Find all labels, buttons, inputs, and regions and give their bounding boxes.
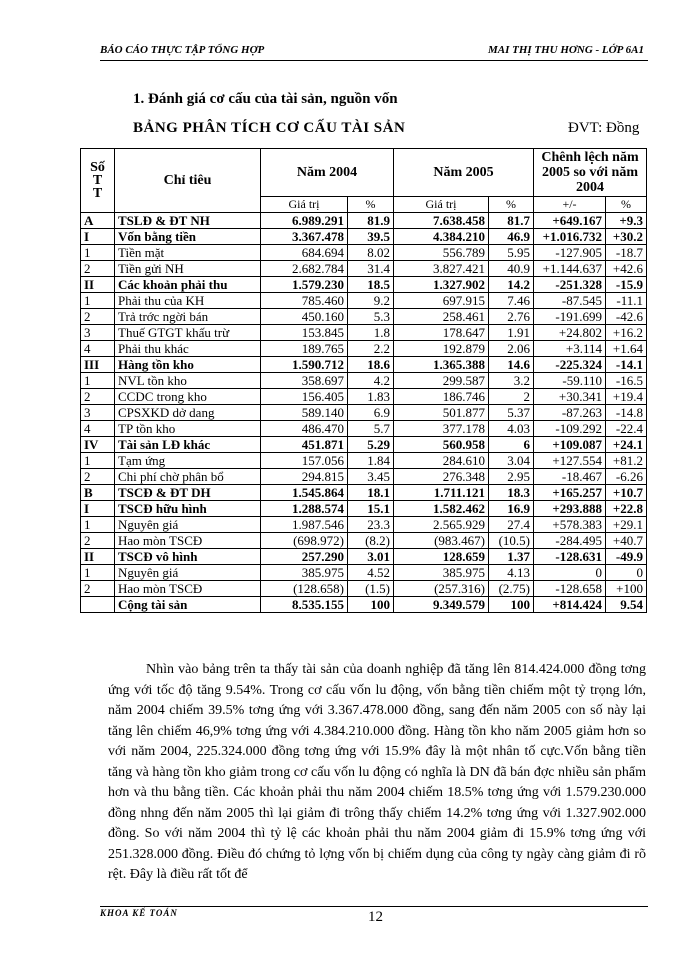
cell-dp: +30.2 [606, 229, 647, 245]
table-row [81, 517, 647, 533]
cell-stt: II [81, 549, 115, 565]
cell-p05: 16.9 [489, 501, 534, 517]
cell-item: CPSXKD dở dang [115, 405, 261, 421]
cell-p04: 5.3 [348, 309, 394, 325]
cell-d: -191.699 [534, 309, 606, 325]
cell-item: Hàng tồn kho [115, 357, 261, 373]
cell-v04: 450.160 [261, 309, 348, 325]
cell-v05: 1.365.388 [394, 357, 489, 373]
cell-dp: -49.9 [606, 549, 647, 565]
cell-v04: 294.815 [261, 469, 348, 485]
subheader-pct-2004: % [348, 197, 394, 213]
cell-dp: +1.64 [606, 341, 647, 357]
cell-v04: 1.545.864 [261, 485, 348, 501]
cell-v04: 6.989.291 [261, 213, 348, 229]
cell-item: Thuế GTGT khấu trừ [115, 325, 261, 341]
cell-v05: 258.461 [394, 309, 489, 325]
cell-v05: 2.565.929 [394, 517, 489, 533]
page-header [100, 44, 648, 61]
cell-p05: 4.13 [489, 565, 534, 581]
cell-dp: +22.8 [606, 501, 647, 517]
cell-d: +127.554 [534, 453, 606, 469]
cell-stt: 1 [81, 373, 115, 389]
table-row [81, 421, 647, 437]
cell-v04: 8.535.155 [261, 597, 348, 613]
cell-item: Trả trớc ngời bán [115, 309, 261, 325]
cell-d: +1.016.732 [534, 229, 606, 245]
cell-item: TP tồn kho [115, 421, 261, 437]
table-row [81, 437, 647, 453]
cell-p05: 2.06 [489, 341, 534, 357]
cell-d: 0 [534, 565, 606, 581]
table-row [81, 325, 647, 341]
cell-item: Phải thu của KH [115, 293, 261, 309]
cell-item: Các khoản phải thu [115, 277, 261, 293]
cell-p05: 6 [489, 437, 534, 453]
table-row [81, 453, 647, 469]
cell-dp: -6.26 [606, 469, 647, 485]
cell-p05: 2.95 [489, 469, 534, 485]
cell-p04: 5.7 [348, 421, 394, 437]
cell-stt: I [81, 229, 115, 245]
cell-dp: +81.2 [606, 453, 647, 469]
cell-v05: 3.827.421 [394, 261, 489, 277]
cell-stt: 1 [81, 453, 115, 469]
cell-p04: 18.1 [348, 485, 394, 501]
cell-stt: II [81, 277, 115, 293]
cell-stt: I [81, 501, 115, 517]
cell-v04: 1.288.574 [261, 501, 348, 517]
cell-p04: 3.45 [348, 469, 394, 485]
cell-p04: 4.2 [348, 373, 394, 389]
cell-stt: III [81, 357, 115, 373]
cell-p04: 39.5 [348, 229, 394, 245]
cell-d: +578.383 [534, 517, 606, 533]
cell-d: -18.467 [534, 469, 606, 485]
cell-d: -128.631 [534, 549, 606, 565]
cell-v05: 299.587 [394, 373, 489, 389]
cell-v05: 385.975 [394, 565, 489, 581]
cell-p04: 5.29 [348, 437, 394, 453]
cell-stt: 1 [81, 517, 115, 533]
cell-stt: 1 [81, 293, 115, 309]
cell-d: +814.424 [534, 597, 606, 613]
cell-p04: 8.02 [348, 245, 394, 261]
cell-v04: 385.975 [261, 565, 348, 581]
table-row [81, 389, 647, 405]
section-title: 1. Đánh giá cơ cấu của tài sản, nguồn vốn [133, 91, 398, 107]
cell-p04: (8.2) [348, 533, 394, 549]
cell-p05: (10.5) [489, 533, 534, 549]
cell-d: +30.341 [534, 389, 606, 405]
cell-dp: -11.1 [606, 293, 647, 309]
cell-v05: 186.746 [394, 389, 489, 405]
cell-dp: -42.6 [606, 309, 647, 325]
table-row [81, 309, 647, 325]
cell-item: Nguyên giá [115, 517, 261, 533]
cell-p04: 4.52 [348, 565, 394, 581]
cell-d: +24.802 [534, 325, 606, 341]
table-row [81, 597, 647, 613]
cell-dp: +100 [606, 581, 647, 597]
header-year-2005: Năm 2005 [394, 149, 534, 197]
cell-v04: 3.367.478 [261, 229, 348, 245]
cell-p05: 46.9 [489, 229, 534, 245]
cell-p04: 6.9 [348, 405, 394, 421]
cell-dp: +24.1 [606, 437, 647, 453]
cell-dp: 9.54 [606, 597, 647, 613]
cell-p04: 2.2 [348, 341, 394, 357]
cell-dp: -15.9 [606, 277, 647, 293]
cell-p04: 18.5 [348, 277, 394, 293]
cell-d: -127.905 [534, 245, 606, 261]
cell-dp: -14.1 [606, 357, 647, 373]
cell-p04: 15.1 [348, 501, 394, 517]
cell-p05: 40.9 [489, 261, 534, 277]
cell-p05: 14.2 [489, 277, 534, 293]
cell-item: Vốn bằng tiền [115, 229, 261, 245]
table-row [81, 373, 647, 389]
cell-stt: 3 [81, 325, 115, 341]
cell-v05: (983.467) [394, 533, 489, 549]
cell-item: CCDC trong kho [115, 389, 261, 405]
cell-stt: A [81, 213, 115, 229]
cell-stt [81, 597, 115, 613]
cell-item: TSLĐ & ĐT NH [115, 213, 261, 229]
cell-stt: 2 [81, 309, 115, 325]
cell-p05: 27.4 [489, 517, 534, 533]
cell-p05: 81.7 [489, 213, 534, 229]
header-author: MAI THỊ THU HƠNG - LỚP 6A1 [487, 44, 644, 56]
cell-dp: +10.7 [606, 485, 647, 501]
cell-v05: 284.610 [394, 453, 489, 469]
cell-v04: 684.694 [261, 245, 348, 261]
table-row [81, 469, 647, 485]
table-row [81, 245, 647, 261]
header-stt: Số T T [81, 149, 115, 213]
analysis-paragraph: Nhìn vào bảng trên ta thấy tài sản của doanh nghiệp đã tăng lên 814.424.000 đồng tơng ứng với tốc độ tăng 9.54%. Trong cơ cấu vốn lu động, vốn bằng tiền chiếm một tỷ trọng lớn, năm 2004 chiếm 39.5% tơng ứng với 3.367.478.000 đồng, sang đến năm 2005 con số này lại tăng lên chiếm 46,9% tơng ứng với 4.384.210.000 đồng. Hàng tồn kho năm 2005 giảm hơn so với năm 2004, 225.324.000 đồng tơng ứng với 15.9% đây là một nhân tố cực.Vốn bằng tiền tăng và hàng tồn kho giảm trong cơ cấu vốn lu động có nghĩa là DN đã bán đợc nhiều sản phẩm hơn và thu bằng tiền. Các khoản phải thu năm 2004 chiếm 18.5% tơng ứng với 1.579.230.000 đồng nhng đến năm 2005 thì lại giảm đi trông thấy chiếm 14.2% tơng ứng với 1.327.902.000 đồng. So với năm 2004 thì tỷ lệ các khoản phải thu năm 2004 giảm đi 15.9% tơng ứng với 251.328.000 đồng. Điều đó chứng tỏ lợng vốn bị chiếm dụng của công ty ngày càng giảm đi rõ rệt. Đây là điều rất tốt để [108, 662, 646, 882]
subheader-pct-2005: % [489, 197, 534, 213]
cell-v05: 697.915 [394, 293, 489, 309]
cell-v04: 785.460 [261, 293, 348, 309]
cell-v05: 1.711.121 [394, 485, 489, 501]
cell-dp: -16.5 [606, 373, 647, 389]
cell-item: Tài sản LĐ khác [115, 437, 261, 453]
cell-stt: 2 [81, 261, 115, 277]
cell-stt: IV [81, 437, 115, 453]
cell-dp: +42.6 [606, 261, 647, 277]
cell-p05: 3.2 [489, 373, 534, 389]
cell-d: +3.114 [534, 341, 606, 357]
cell-d: +1.144.637 [534, 261, 606, 277]
unit-label: ĐVT: Đồng [568, 120, 640, 136]
cell-d: -128.658 [534, 581, 606, 597]
cell-p04: 9.2 [348, 293, 394, 309]
cell-v04: 189.765 [261, 341, 348, 357]
cell-p05: 5.95 [489, 245, 534, 261]
cell-v04: 1.590.712 [261, 357, 348, 373]
cell-v05: 128.659 [394, 549, 489, 565]
cell-p05: 5.37 [489, 405, 534, 421]
cell-p05: 2.76 [489, 309, 534, 325]
cell-p05: 3.04 [489, 453, 534, 469]
cell-p05: 7.46 [489, 293, 534, 309]
cell-v05: 178.647 [394, 325, 489, 341]
footer-department: KHOA KẾ TOÁN [100, 908, 178, 918]
cell-stt: 2 [81, 389, 115, 405]
page-footer [100, 906, 648, 927]
cell-v05: 1.582.462 [394, 501, 489, 517]
table-row [81, 549, 647, 565]
table-row [81, 565, 647, 581]
table-row [81, 261, 647, 277]
cell-dp: +16.2 [606, 325, 647, 341]
cell-dp: -22.4 [606, 421, 647, 437]
subheader-value-2005: Giá trị [394, 197, 489, 213]
cell-dp: +40.7 [606, 533, 647, 549]
cell-dp: +9.3 [606, 213, 647, 229]
cell-p04: 18.6 [348, 357, 394, 373]
cell-item: Hao mòn TSCĐ [115, 533, 261, 549]
cell-item: Tiền gửi NH [115, 261, 261, 277]
cell-p05: 1.37 [489, 549, 534, 565]
subheader-diff-pct: % [606, 197, 647, 213]
cell-v04: 1.987.546 [261, 517, 348, 533]
table-row [81, 581, 647, 597]
cell-dp: -18.7 [606, 245, 647, 261]
cell-v05: 560.958 [394, 437, 489, 453]
table-row [81, 533, 647, 549]
table-row [81, 277, 647, 293]
cell-v04: 451.871 [261, 437, 348, 453]
cell-v05: 4.384.210 [394, 229, 489, 245]
cell-item: NVL tồn kho [115, 373, 261, 389]
cell-p05: 14.6 [489, 357, 534, 373]
cell-d: -225.324 [534, 357, 606, 373]
cell-p04: 23.3 [348, 517, 394, 533]
cell-v04: 2.682.784 [261, 261, 348, 277]
cell-d: -87.545 [534, 293, 606, 309]
cell-p04: 3.01 [348, 549, 394, 565]
cell-v05: 276.348 [394, 469, 489, 485]
cell-stt: 2 [81, 581, 115, 597]
cell-stt: 2 [81, 469, 115, 485]
cell-item: Phải thu khác [115, 341, 261, 357]
cell-item: TSCĐ vô hình [115, 549, 261, 565]
cell-stt: 2 [81, 533, 115, 549]
cell-stt: 1 [81, 565, 115, 581]
cell-d: -59.110 [534, 373, 606, 389]
cell-v04: 153.845 [261, 325, 348, 341]
cell-v05: 9.349.579 [394, 597, 489, 613]
cell-d: +165.257 [534, 485, 606, 501]
table-title: BẢNG PHÂN TÍCH CƠ CẤU TÀI SẢN [133, 120, 406, 136]
asset-structure-table [80, 148, 647, 613]
cell-v04: (128.658) [261, 581, 348, 597]
cell-d: +649.167 [534, 213, 606, 229]
cell-d: -87.263 [534, 405, 606, 421]
cell-item: TSCĐ & ĐT DH [115, 485, 261, 501]
cell-p04: 31.4 [348, 261, 394, 277]
cell-stt: 3 [81, 405, 115, 421]
cell-item: TSCĐ hữu hình [115, 501, 261, 517]
cell-v05: 377.178 [394, 421, 489, 437]
cell-p05: 1.91 [489, 325, 534, 341]
cell-p04: (1.5) [348, 581, 394, 597]
cell-v04: 486.470 [261, 421, 348, 437]
cell-item: Chi phí chờ phân bổ [115, 469, 261, 485]
cell-item: Tạm ứng [115, 453, 261, 469]
cell-p04: 1.84 [348, 453, 394, 469]
header-year-2004: Năm 2004 [261, 149, 394, 197]
subheader-value-2004: Giá trị [261, 197, 348, 213]
cell-v04: 358.697 [261, 373, 348, 389]
cell-d: +293.888 [534, 501, 606, 517]
cell-v04: 257.290 [261, 549, 348, 565]
cell-dp: +19.4 [606, 389, 647, 405]
table-row [81, 501, 647, 517]
cell-v05: 7.638.458 [394, 213, 489, 229]
cell-item: Cộng tài sản [115, 597, 261, 613]
cell-stt: 4 [81, 341, 115, 357]
header-item: Chỉ tiêu [115, 149, 261, 213]
table-row [81, 293, 647, 309]
cell-v05: (257.316) [394, 581, 489, 597]
cell-p05: 18.3 [489, 485, 534, 501]
cell-v04: (698.972) [261, 533, 348, 549]
header-difference: Chênh lệch năm 2005 so với năm 2004 [534, 149, 647, 197]
table-row [81, 405, 647, 421]
cell-v05: 556.789 [394, 245, 489, 261]
cell-dp: 0 [606, 565, 647, 581]
cell-d: -109.292 [534, 421, 606, 437]
cell-dp: +29.1 [606, 517, 647, 533]
page-number: 12 [368, 909, 383, 925]
cell-item: Hao mòn TSCĐ [115, 581, 261, 597]
table-row [81, 341, 647, 357]
cell-p05: 4.03 [489, 421, 534, 437]
table-row [81, 213, 647, 229]
cell-v04: 156.405 [261, 389, 348, 405]
cell-d: -284.495 [534, 533, 606, 549]
cell-v04: 157.056 [261, 453, 348, 469]
cell-stt: 1 [81, 245, 115, 261]
cell-p05: (2.75) [489, 581, 534, 597]
cell-dp: -14.8 [606, 405, 647, 421]
table-row [81, 357, 647, 373]
cell-item: Nguyên giá [115, 565, 261, 581]
cell-v05: 192.879 [394, 341, 489, 357]
cell-p04: 1.8 [348, 325, 394, 341]
cell-v04: 1.579.230 [261, 277, 348, 293]
cell-stt: 4 [81, 421, 115, 437]
cell-v04: 589.140 [261, 405, 348, 421]
cell-p05: 2 [489, 389, 534, 405]
table-row [81, 229, 647, 245]
table-body [81, 213, 647, 613]
cell-p04: 1.83 [348, 389, 394, 405]
header-report-title: BÁO CÁO THỰC TẬP TỔNG HỢP [100, 44, 265, 56]
cell-p04: 81.9 [348, 213, 394, 229]
cell-item: Tiền mặt [115, 245, 261, 261]
cell-d: -251.328 [534, 277, 606, 293]
cell-v05: 1.327.902 [394, 277, 489, 293]
cell-v05: 501.877 [394, 405, 489, 421]
cell-p05: 100 [489, 597, 534, 613]
cell-d: +109.087 [534, 437, 606, 453]
subheader-diff-value: +/- [534, 197, 606, 213]
table-row [81, 485, 647, 501]
cell-stt: B [81, 485, 115, 501]
cell-p04: 100 [348, 597, 394, 613]
